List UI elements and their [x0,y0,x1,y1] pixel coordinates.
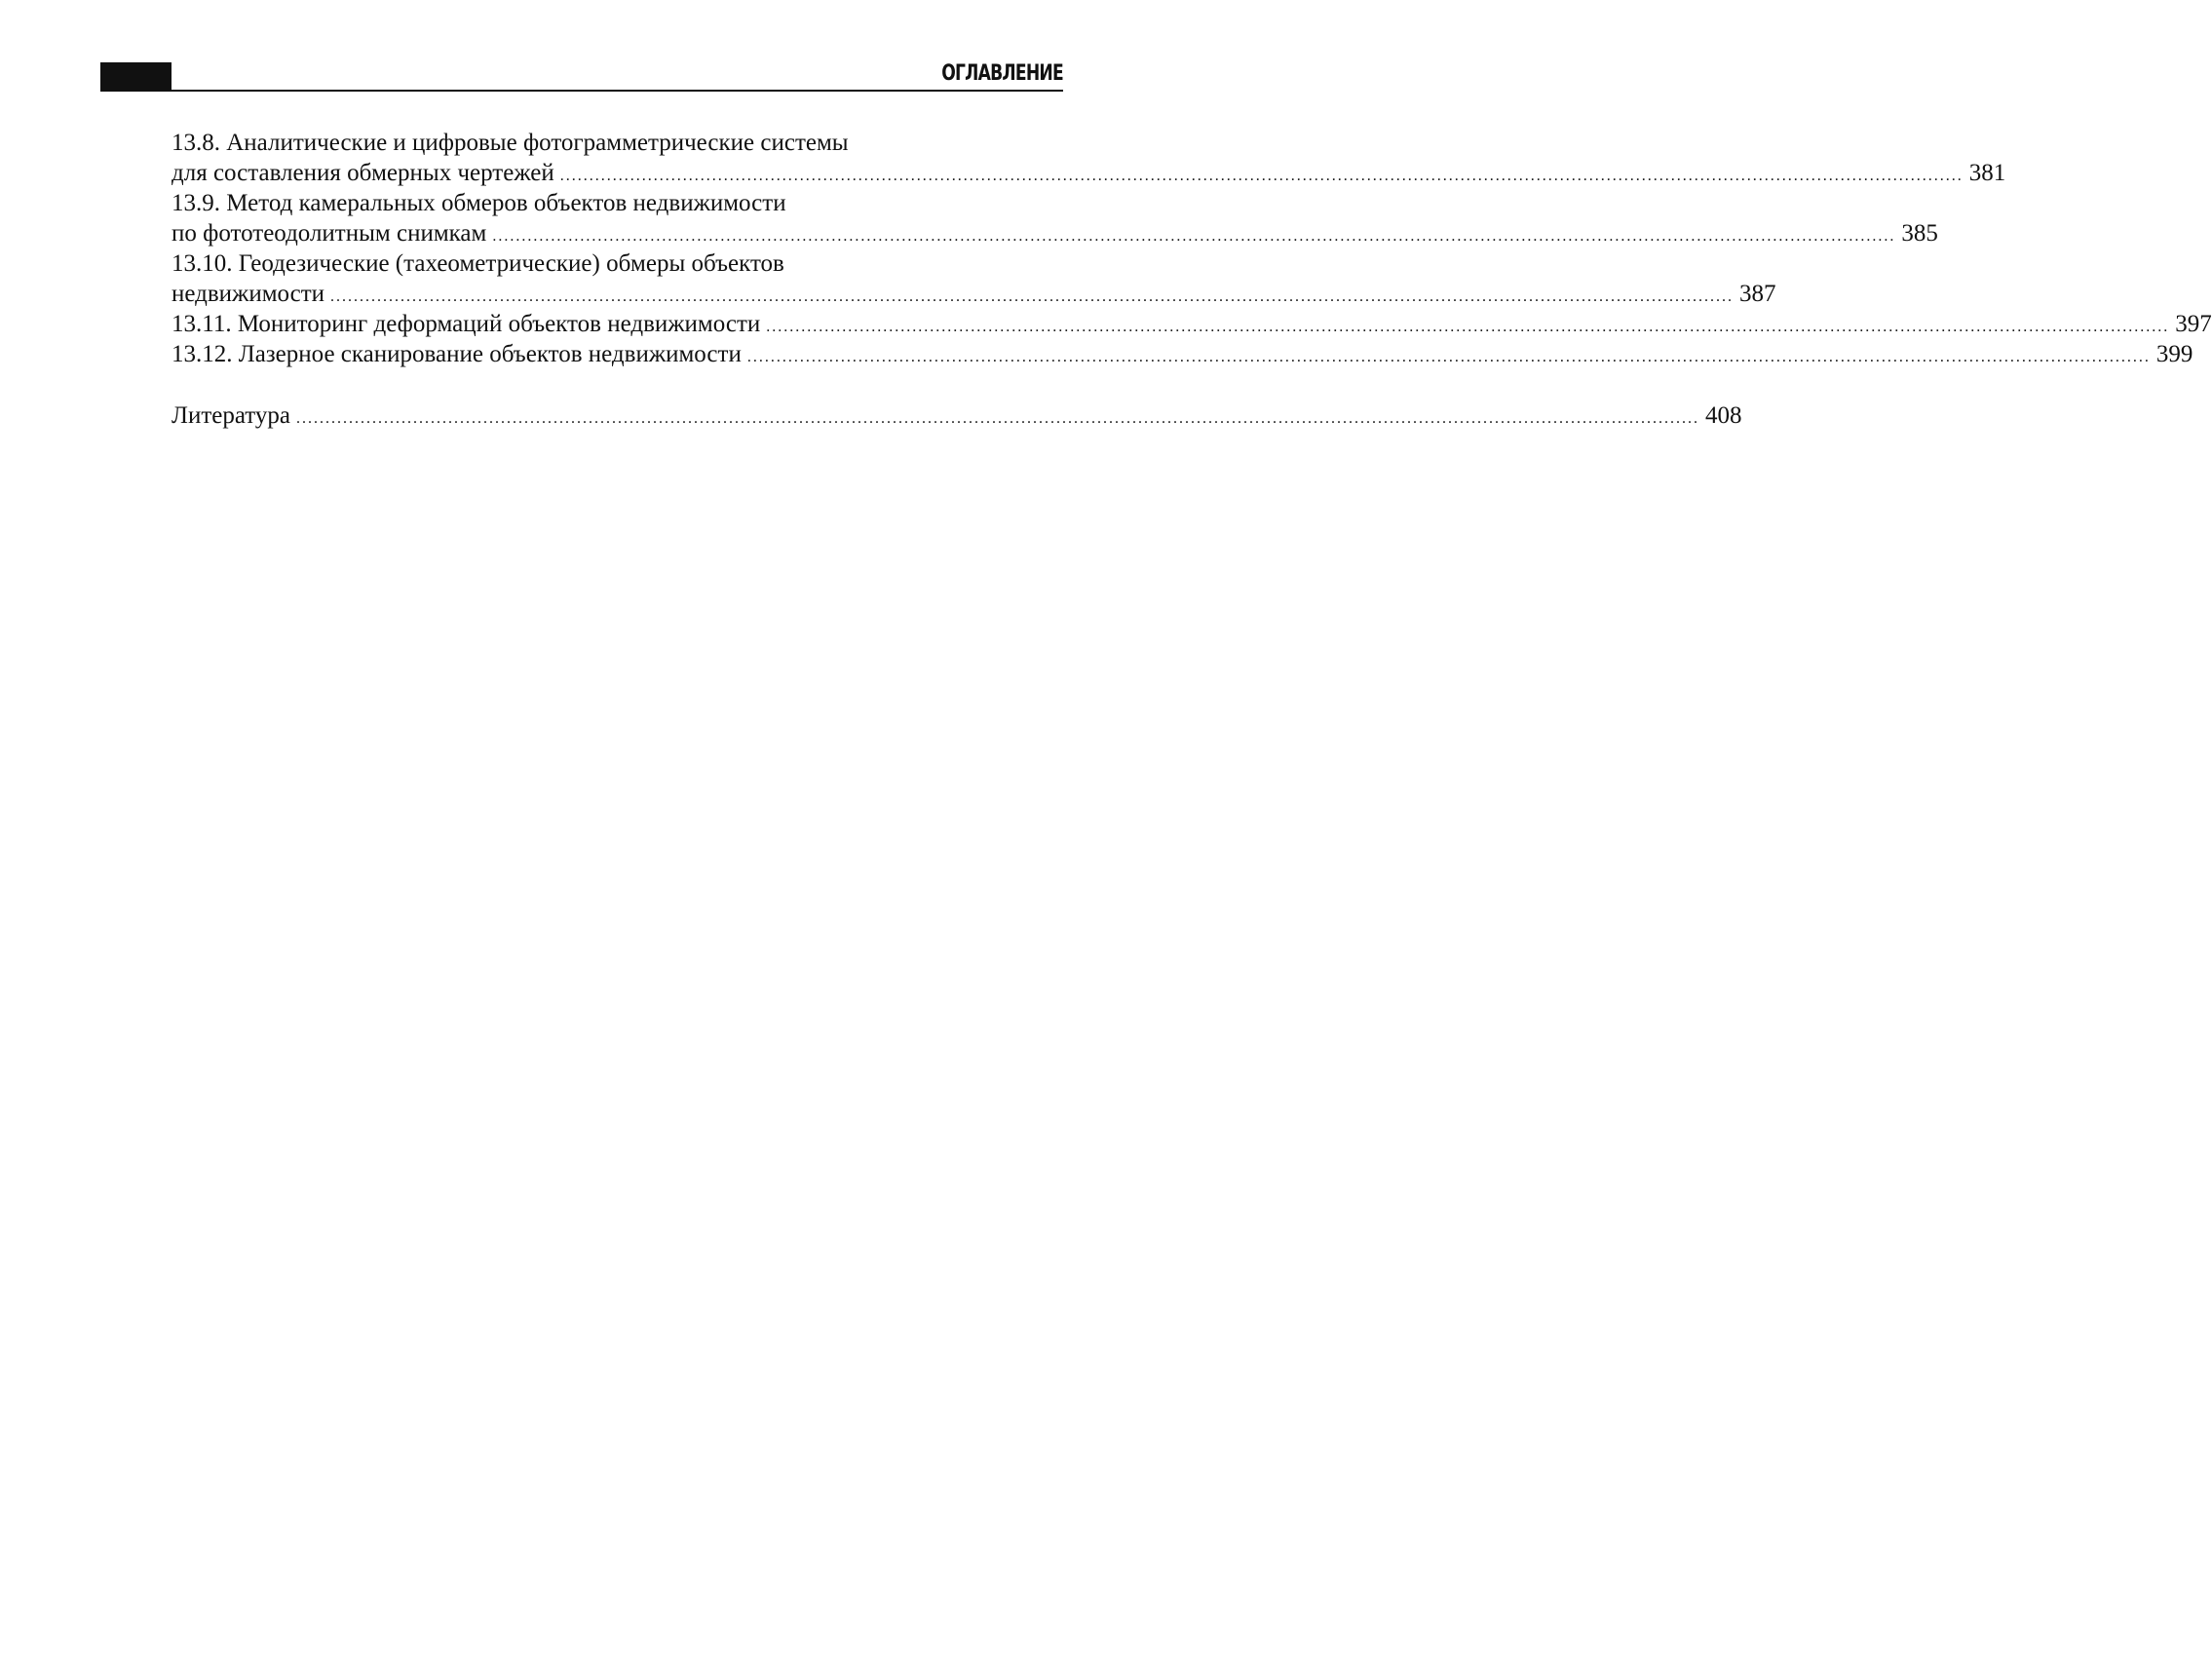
toc-page-number: 385 [1901,220,1938,247]
dot-leader: ................................................................................................................................................................................................................................................ [492,228,1896,245]
page-header [0,0,1169,97]
running-title: ОГЛАВЛЕНИЕ [941,61,1063,86]
toc-entry-last-line: по фототеодолитным снимкам [172,220,487,247]
toc-entry-first-line: 13.9. Метод камеральных обмеров объектов недвижимости [172,190,786,216]
dot-leader: ................................................................................................................................................................................................................................................ [296,410,1699,427]
toc-entry-label: Литература [172,402,290,429]
toc-entry-13-9[interactable] [172,188,1938,248]
dot-leader: ................................................................................................................................................................................................................................................ [746,349,2151,365]
dot-leader: ................................................................................................................................................................................................................................................ [766,319,2170,335]
toc-entry-last-line: для составления обмерных чертежей [172,160,554,186]
toc-entry-literature[interactable] [172,400,1742,431]
toc-entry-13-11[interactable] [172,309,2212,339]
toc-entry-13-8[interactable] [172,128,2006,188]
toc-entry-last-line: 13.12. Лазерное сканирование объектов недвижимости [172,341,742,367]
dot-leader: ................................................................................................................................................................................................................................................ [559,168,1964,184]
toc-page-number: 408 [1705,402,1742,429]
toc-page-number: 397 [2175,311,2212,337]
toc-entry-first-line: 13.10. Геодезические (тахеометрические) обмеры объектов [172,250,784,277]
toc-entry-13-12[interactable] [172,339,2193,369]
page-number-block [100,62,172,92]
table-of-contents [172,128,2212,431]
toc-page-number: 399 [2155,341,2193,367]
toc-entry-first-line: 13.8. Аналитические и цифровые фотограмметрические системы [172,130,849,156]
toc-spacer [172,369,1064,400]
header-rule [100,90,1063,92]
toc-entry-last-line: 13.11. Мониторинг деформаций объектов недвижимости [172,311,761,337]
toc-entry-13-10[interactable] [172,248,1776,309]
toc-page-number: 381 [1968,160,2006,186]
toc-entry-last-line: недвижимости [172,281,325,307]
toc-page-number: 387 [1739,281,1776,307]
dot-leader: ................................................................................................................................................................................................................................................ [330,288,1735,305]
